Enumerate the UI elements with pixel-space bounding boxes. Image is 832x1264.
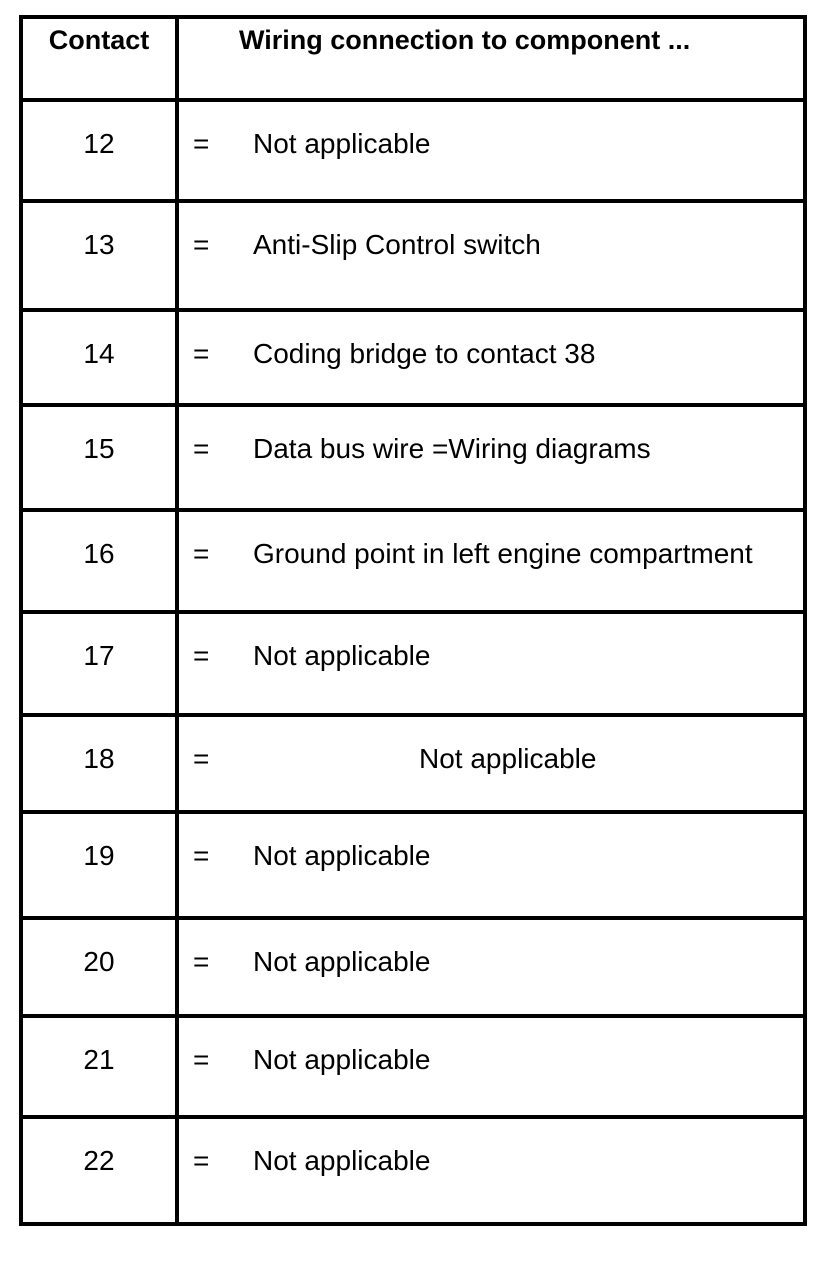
contact-number: 12 (83, 128, 115, 159)
equals-sign: = (193, 1044, 210, 1075)
wiring-cell (179, 717, 803, 810)
equals-sign: = (193, 433, 210, 464)
contact-cell (23, 814, 179, 916)
contact-number: 20 (83, 946, 115, 977)
wiring-cell (179, 102, 803, 199)
wiring-description: Not applicable (253, 840, 431, 871)
equals-sign: = (193, 538, 210, 569)
table-row (23, 814, 803, 920)
equals-sign: = (193, 743, 210, 774)
wiring-description: Not applicable (253, 640, 431, 671)
contact-number: 17 (83, 640, 115, 671)
equals-sign: = (193, 1145, 210, 1176)
wiring-description: Not applicable (253, 128, 431, 159)
contact-cell (23, 717, 179, 810)
wiring-cell (179, 920, 803, 1014)
contact-number: 22 (83, 1145, 115, 1176)
contact-number: 19 (83, 840, 115, 871)
table-row (23, 717, 803, 814)
contact-cell (23, 407, 179, 508)
contact-number: 15 (83, 433, 115, 464)
equals-sign: = (193, 840, 210, 871)
header-contact: Contact (48, 25, 150, 55)
wiring-table (19, 15, 807, 1226)
wiring-description: Not applicable (253, 1044, 431, 1075)
equals-sign: = (193, 338, 210, 369)
table-row (23, 407, 803, 512)
contact-cell (23, 203, 179, 308)
contact-number: 16 (83, 538, 115, 569)
table-row (23, 614, 803, 717)
contact-cell (23, 312, 179, 403)
wiring-description: Not applicable (253, 946, 431, 977)
contact-number: 14 (83, 338, 115, 369)
contact-cell (23, 1018, 179, 1115)
wiring-description: Data bus wire =Wiring diagrams (253, 433, 651, 464)
equals-sign: = (193, 946, 210, 977)
header-wiring: Wiring connection to component ... (239, 25, 691, 55)
wiring-description: Not applicable (419, 743, 597, 774)
table-row (23, 920, 803, 1018)
wiring-cell (179, 512, 803, 610)
wiring-cell (179, 614, 803, 713)
table-row (23, 312, 803, 407)
contact-cell (23, 920, 179, 1014)
header-contact-cell (23, 19, 179, 98)
wiring-cell (179, 407, 803, 508)
table-row (23, 203, 803, 312)
table-header-row (23, 19, 803, 102)
contact-number: 13 (83, 229, 115, 260)
contact-cell (23, 512, 179, 610)
contact-number: 21 (83, 1044, 115, 1075)
wiring-cell (179, 312, 803, 403)
wiring-cell (179, 1018, 803, 1115)
wiring-description: Not applicable (253, 1145, 431, 1176)
table-row (23, 1018, 803, 1119)
wiring-description: Ground point in left engine compartment (253, 538, 753, 569)
contact-cell (23, 102, 179, 199)
contact-cell (23, 614, 179, 713)
wiring-cell (179, 203, 803, 308)
contact-number: 18 (83, 743, 115, 774)
wiring-description: Coding bridge to contact 38 (253, 338, 596, 369)
table-row (23, 512, 803, 614)
wiring-cell (179, 1119, 803, 1222)
wiring-description: Anti-Slip Control switch (253, 229, 541, 260)
equals-sign: = (193, 229, 210, 260)
table-row (23, 1119, 803, 1222)
header-wiring-cell (179, 19, 803, 98)
table-row (23, 102, 803, 203)
equals-sign: = (193, 128, 210, 159)
wiring-cell (179, 814, 803, 916)
contact-cell (23, 1119, 179, 1222)
equals-sign: = (193, 640, 210, 671)
